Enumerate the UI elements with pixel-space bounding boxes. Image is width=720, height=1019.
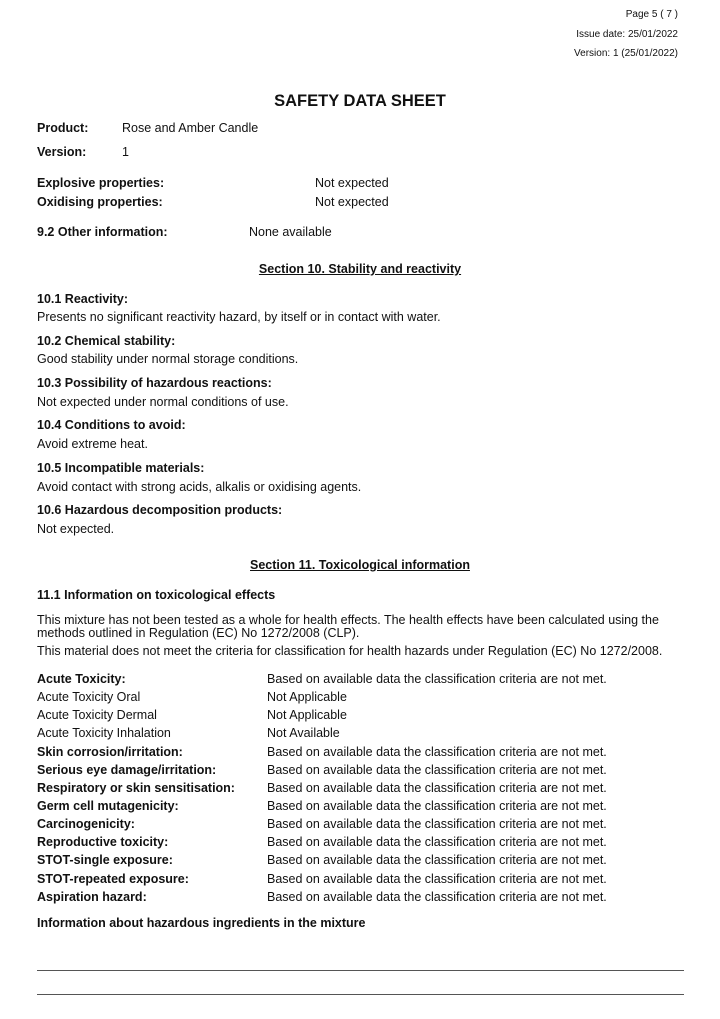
oxidising-properties-value: Not expected xyxy=(315,195,389,209)
section-10-heading: Section 10. Stability and reactivity xyxy=(258,262,462,276)
toxicity-label: Skin corrosion/irritation: xyxy=(37,745,183,759)
hazardous-reactions-text: Not expected under normal conditions of use. xyxy=(37,395,289,409)
toxicity-label: Reproductive toxicity: xyxy=(37,835,169,849)
toxicity-label: Carcinogenicity: xyxy=(37,817,135,831)
oxidising-properties-label: Oxidising properties: xyxy=(37,195,163,209)
reactivity-label: 10.1 Reactivity: xyxy=(37,292,129,306)
decomposition-products-label: 10.6 Hazardous decomposition products: xyxy=(37,503,283,517)
toxicity-label: Acute Toxicity Oral xyxy=(37,690,141,704)
hazardous-reactions-label: 10.3 Possibility of hazardous reactions: xyxy=(37,376,272,390)
table-row xyxy=(37,853,684,871)
section-11-heading: Section 11. Toxicological information xyxy=(250,558,470,572)
toxicological-effects-heading: 11.1 Information on toxicological effects xyxy=(37,588,276,602)
table-row xyxy=(37,817,684,835)
other-information-label: 9.2 Other information: xyxy=(37,225,168,239)
toxicity-value: Based on available data the classification criteria are not met. xyxy=(267,781,607,795)
toxicity-value: Not Available xyxy=(267,726,340,740)
chemical-stability-text: Good stability under normal storage conditions. xyxy=(37,352,299,366)
issue-date: Issue date: 25/01/2022 xyxy=(576,29,678,40)
toxicity-label: STOT-repeated exposure: xyxy=(37,872,189,886)
toxicity-value: Based on available data the classification criteria are not met. xyxy=(267,763,607,777)
toxicity-value: Based on available data the classification criteria are not met. xyxy=(267,672,607,686)
document-title: SAFETY DATA SHEET xyxy=(274,92,446,110)
hazardous-ingredients-heading: Information about hazardous ingredients in the mixture xyxy=(37,916,366,930)
table-row xyxy=(37,672,684,690)
toxicity-value: Based on available data the classification criteria are not met. xyxy=(267,817,607,831)
toxicity-label: Acute Toxicity Inhalation xyxy=(37,726,171,740)
explosive-properties-label: Explosive properties: xyxy=(37,176,165,190)
table-row xyxy=(37,745,684,763)
decomposition-products-text: Not expected. xyxy=(37,522,115,536)
chemical-stability-label: 10.2 Chemical stability: xyxy=(37,334,176,348)
toxicity-label: Aspiration hazard: xyxy=(37,890,147,904)
mixture-test-paragraph: This mixture has not been tested as a whole for health effects. The health effects have been calculated using the methods outlined in Regulation (EC) No 1272/2008 (CLP). xyxy=(37,613,659,640)
toxicity-label: STOT-single exposure: xyxy=(37,853,173,867)
classification-criteria-paragraph: This material does not meet the criteria for classification for health hazards under Regulation (EC) No 1272/2008. xyxy=(37,644,663,658)
table-row xyxy=(37,890,684,908)
product-value: Rose and Amber Candle xyxy=(122,121,259,135)
toxicity-label: Serious eye damage/irritation: xyxy=(37,763,217,777)
toxicity-value: Based on available data the classification criteria are not met. xyxy=(267,890,607,904)
toxicity-value: Based on available data the classification criteria are not met. xyxy=(267,799,607,813)
toxicity-value: Based on available data the classification criteria are not met. xyxy=(267,872,607,886)
version-label: Version: xyxy=(37,145,87,159)
page-number: Page 5 ( 7 ) xyxy=(625,9,678,20)
toxicity-value: Not Applicable xyxy=(267,690,347,704)
table-row xyxy=(37,726,684,744)
toxicity-label: Respiratory or skin sensitisation: xyxy=(37,781,235,795)
footer-divider-top xyxy=(37,970,684,971)
footer-divider-bottom xyxy=(37,994,684,995)
table-row xyxy=(37,690,684,708)
product-label: Product: xyxy=(37,121,89,135)
explosive-properties-value: Not expected xyxy=(315,176,389,190)
incompatible-materials-label: 10.5 Incompatible materials: xyxy=(37,461,205,475)
conditions-to-avoid-label: 10.4 Conditions to avoid: xyxy=(37,418,186,432)
table-row xyxy=(37,835,684,853)
toxicity-label: Acute Toxicity: xyxy=(37,672,126,686)
toxicity-value: Based on available data the classification criteria are not met. xyxy=(267,835,607,849)
toxicity-label: Germ cell mutagenicity: xyxy=(37,799,179,813)
toxicity-label: Acute Toxicity Dermal xyxy=(37,708,157,722)
toxicity-value: Based on available data the classification criteria are not met. xyxy=(267,745,607,759)
table-row xyxy=(37,799,684,817)
table-row xyxy=(37,872,684,890)
table-row xyxy=(37,708,684,726)
conditions-to-avoid-text: Avoid extreme heat. xyxy=(37,437,148,451)
other-information-value: None available xyxy=(249,225,332,239)
reactivity-text: Presents no significant reactivity hazard, by itself or in contact with water. xyxy=(37,310,441,324)
table-row xyxy=(37,763,684,781)
incompatible-materials-text: Avoid contact with strong acids, alkalis or oxidising agents. xyxy=(37,480,362,494)
toxicity-value: Not Applicable xyxy=(267,708,347,722)
version-value: 1 xyxy=(122,145,129,159)
table-row xyxy=(37,781,684,799)
document-version: Version: 1 (25/01/2022) xyxy=(574,48,678,59)
toxicity-value: Based on available data the classification criteria are not met. xyxy=(267,853,607,867)
